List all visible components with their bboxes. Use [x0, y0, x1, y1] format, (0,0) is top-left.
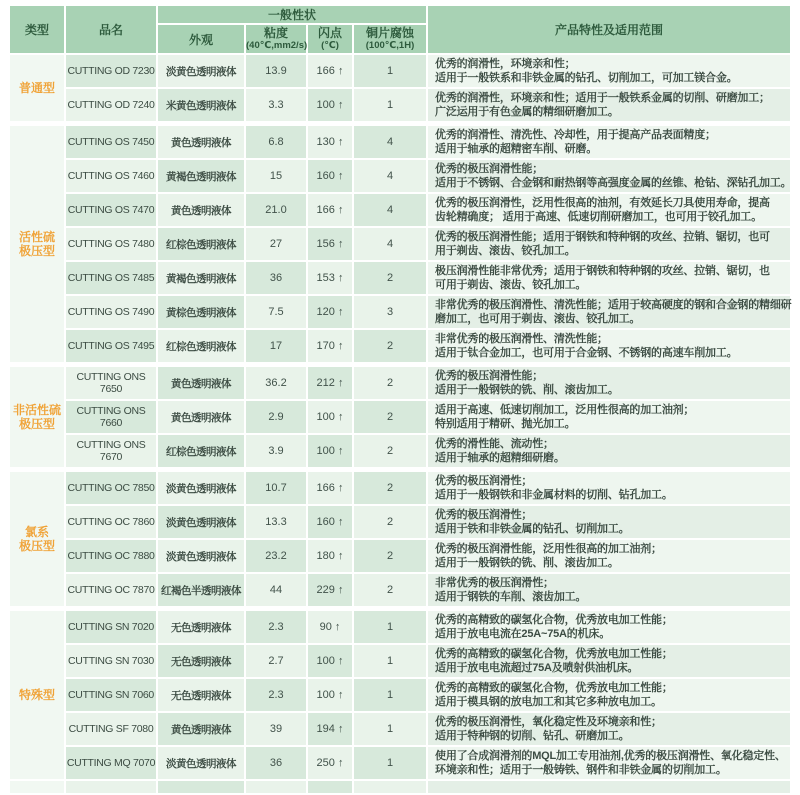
type-group-cell: 活性硫 极压型 — [10, 126, 64, 362]
copper-corrosion-cell: 1 — [354, 89, 426, 121]
flash-point-cell: 90 ↑ — [308, 611, 352, 643]
cropped-bottom-row — [10, 781, 790, 793]
table-row — [10, 506, 790, 538]
copper-corrosion-condition: (100℃,1H) — [365, 40, 415, 51]
viscosity-cell: 36 — [246, 747, 306, 779]
group-spacer — [10, 123, 790, 124]
product-name-cell: CUTTING OD 7240 — [66, 89, 156, 121]
group-spacer — [10, 608, 790, 609]
column-header-viscosity — [246, 25, 306, 53]
description-cell: 优秀的高精致的碳氢化合物，优秀放电加工性能； 适用于放电电流超过75A及喷射供油机床。 — [428, 645, 790, 677]
flash-point-cell: 250 ↑ — [308, 747, 352, 779]
copper-corrosion-cell: 2 — [354, 506, 426, 538]
appearance-cell: 米黄色透明液体 — [158, 89, 244, 121]
description-cell: 优秀的润滑性、清洗性、冷却性，用于提高产品表面精度； 适用于轴承的超精密车削、研磨。 — [428, 126, 790, 158]
copper-corrosion-cell: 1 — [354, 679, 426, 711]
table-row — [10, 89, 790, 121]
description-cell: 优秀的润滑性，环境亲和性； 适用于一般铁系和非铁金属的钻孔、切削加工，可加工镁合金。 — [428, 55, 790, 87]
flash-point-cell: 100 ↑ — [308, 89, 352, 121]
appearance-cell: 黄色透明液体 — [158, 401, 244, 433]
column-header-general: 一般性状 — [158, 6, 426, 23]
appearance-cell: 淡黄色透明液体 — [158, 540, 244, 572]
viscosity-cell: 36.2 — [246, 367, 306, 399]
product-name-cell: CUTTING OS 7490 — [66, 296, 156, 328]
flash-point-cell: 194 ↑ — [308, 713, 352, 745]
copper-corrosion-cell: 1 — [354, 713, 426, 745]
viscosity-cell: 21.0 — [246, 194, 306, 226]
product-name-cell: CUTTING SN 7030 — [66, 645, 156, 677]
description-cell: 优秀的极压润滑性，泛用性很高的油剂，有效延长刀具使用寿命，提高 齿轮精确度； 适用于高速、低速切削研磨加工，也可用于铰孔加工。 — [428, 194, 790, 226]
copper-corrosion-cell: 1 — [354, 747, 426, 779]
copper-corrosion-cell: 4 — [354, 126, 426, 158]
viscosity-cell: 39 — [246, 713, 306, 745]
viscosity-cell: 10.7 — [246, 472, 306, 504]
product-name-cell: CUTTING OC 7880 — [66, 540, 156, 572]
product-name-cell: CUTTING ONS 7660 — [66, 401, 156, 433]
appearance-cell: 黄褐色透明液体 — [158, 262, 244, 294]
viscosity-cell: 13.9 — [246, 55, 306, 87]
description-cell: 优秀的极压润滑性能； 适用于不锈钢、合金钢和耐热钢等高强度金属的丝锥、枪钻、深钻孔加工。 — [428, 160, 790, 192]
cropped-cell — [308, 781, 352, 793]
description-cell: 优秀的润滑性，环境亲和性；适用于一般铁系金属的切削、研磨加工； 广泛运用于有色金属的精细研磨加工。 — [428, 89, 790, 121]
product-name-cell: CUTTING ONS 7670 — [66, 435, 156, 467]
group-spacer — [10, 364, 790, 365]
flash-point-unit: (℃) — [321, 40, 339, 51]
description-cell: 适用于高速、低速切削加工，泛用性很高的加工油剂； 特别适用于精研、抛光加工。 — [428, 401, 790, 433]
copper-corrosion-label: 铜片腐蚀 — [366, 26, 415, 40]
table-row — [10, 367, 790, 399]
viscosity-label: 粘度 — [263, 26, 288, 40]
viscosity-cell: 44 — [246, 574, 306, 606]
copper-corrosion-cell: 1 — [354, 611, 426, 643]
flash-point-cell: 170 ↑ — [308, 330, 352, 362]
description-cell: 优秀的极压润滑性能，泛用性很高的加工油剂； 适用于一般钢铁的铣、削、滚齿加工。 — [428, 540, 790, 572]
product-name-cell: CUTTING OS 7470 — [66, 194, 156, 226]
flash-point-cell: 212 ↑ — [308, 367, 352, 399]
description-cell: 优秀的滑性能、流动性； 适用于轴承的超精细研磨。 — [428, 435, 790, 467]
product-name-cell: CUTTING OD 7230 — [66, 55, 156, 87]
cutting-oil-spec-table — [8, 4, 792, 795]
copper-corrosion-cell: 2 — [354, 540, 426, 572]
table-row — [10, 126, 790, 158]
table-row — [10, 160, 790, 192]
description-cell: 优秀的高精致的碳氢化合物，优秀放电加工性能； 适用于放电电流在25A~75A的机床。 — [428, 611, 790, 643]
appearance-cell: 无色透明液体 — [158, 611, 244, 643]
type-group-cell: 非活性硫 极压型 — [10, 367, 64, 467]
flash-point-cell: 156 ↑ — [308, 228, 352, 260]
copper-corrosion-cell: 2 — [354, 330, 426, 362]
flash-point-cell: 166 ↑ — [308, 194, 352, 226]
appearance-cell: 黄褐色透明液体 — [158, 160, 244, 192]
table-row — [10, 194, 790, 226]
appearance-cell: 红棕色透明液体 — [158, 435, 244, 467]
flash-point-cell: 100 ↑ — [308, 435, 352, 467]
appearance-cell: 黄色透明液体 — [158, 367, 244, 399]
copper-corrosion-cell: 4 — [354, 194, 426, 226]
description-cell: 优秀的极压润滑性，氧化稳定性及环境亲和性； 适用于特种钢的切削、钻孔、研磨加工。 — [428, 713, 790, 745]
copper-corrosion-cell: 2 — [354, 574, 426, 606]
table-row — [10, 645, 790, 677]
table-row — [10, 540, 790, 572]
appearance-cell: 淡黄色透明液体 — [158, 55, 244, 87]
appearance-cell: 黄色透明液体 — [158, 713, 244, 745]
table-row — [10, 228, 790, 260]
copper-corrosion-cell: 2 — [354, 401, 426, 433]
viscosity-cell: 17 — [246, 330, 306, 362]
viscosity-cell: 3.9 — [246, 435, 306, 467]
description-cell: 非常优秀的极压润滑性、清洗性能；适用于较高硬度的钢和合金钢的精细研 磨加工，也可用于剃齿、滚齿、铰孔加工。 — [428, 296, 790, 328]
viscosity-cell: 2.3 — [246, 679, 306, 711]
description-cell: 使用了合成润滑剂的MQL加工专用油剂,优秀的极压润滑性、氧化稳定性、 环境亲和性；适用于一般铸铁、钢件和非铁金属的切削加工。 — [428, 747, 790, 779]
flash-point-cell: 160 ↑ — [308, 160, 352, 192]
flash-point-cell: 100 ↑ — [308, 401, 352, 433]
type-group-cell: 氯系 极压型 — [10, 472, 64, 606]
copper-corrosion-cell: 3 — [354, 296, 426, 328]
viscosity-cell: 15 — [246, 160, 306, 192]
product-name-cell: CUTTING OS 7480 — [66, 228, 156, 260]
description-cell: 极压润滑性能非常优秀；适用于钢铁和特种钢的攻丝、拉销、锯切，也 可用于剃齿、滚齿、铰孔加工。 — [428, 262, 790, 294]
flash-point-cell: 180 ↑ — [308, 540, 352, 572]
appearance-cell: 黄色透明液体 — [158, 194, 244, 226]
viscosity-cell: 23.2 — [246, 540, 306, 572]
copper-corrosion-cell: 1 — [354, 645, 426, 677]
viscosity-cell: 2.7 — [246, 645, 306, 677]
table-row — [10, 713, 790, 745]
product-name-cell: CUTTING OC 7850 — [66, 472, 156, 504]
description-cell: 非常优秀的极压润滑性； 适用于钢铁的车削、滚齿加工。 — [428, 574, 790, 606]
appearance-cell: 淡黄色透明液体 — [158, 506, 244, 538]
table-row — [10, 330, 790, 362]
product-name-cell: CUTTING OS 7485 — [66, 262, 156, 294]
flash-point-cell: 160 ↑ — [308, 506, 352, 538]
column-header-flash-point — [308, 25, 352, 53]
viscosity-cell: 36 — [246, 262, 306, 294]
product-name-cell: CUTTING SF 7080 — [66, 713, 156, 745]
product-name-cell: CUTTING OS 7495 — [66, 330, 156, 362]
appearance-cell: 红棕色透明液体 — [158, 330, 244, 362]
copper-corrosion-cell: 1 — [354, 55, 426, 87]
column-header-name: 品名 — [66, 6, 156, 53]
product-name-cell: CUTTING SN 7020 — [66, 611, 156, 643]
appearance-cell: 淡黄色透明液体 — [158, 747, 244, 779]
table-row — [10, 55, 790, 87]
flash-point-cell: 166 ↑ — [308, 472, 352, 504]
viscosity-cell: 2.3 — [246, 611, 306, 643]
description-cell: 优秀的极压润滑性； 适用于铁和非铁金属的钻孔、切削加工。 — [428, 506, 790, 538]
cropped-cell — [10, 781, 64, 793]
column-header-copper-corrosion — [354, 25, 426, 53]
table-row — [10, 472, 790, 504]
cropped-cell — [66, 781, 156, 793]
flash-point-cell: 130 ↑ — [308, 126, 352, 158]
column-header-type: 类型 — [10, 6, 64, 53]
table-row — [10, 262, 790, 294]
table-row — [10, 679, 790, 711]
table-row — [10, 435, 790, 467]
description-cell: 优秀的高精致的碳氢化合物，优秀放电加工性能； 适用于模具钢的放电加工和其它多种放电加工。 — [428, 679, 790, 711]
copper-corrosion-cell: 4 — [354, 228, 426, 260]
product-name-cell: CUTTING OC 7860 — [66, 506, 156, 538]
viscosity-cell: 6.8 — [246, 126, 306, 158]
flash-point-label: 闪点 — [317, 26, 342, 40]
cropped-cell — [428, 781, 790, 793]
product-name-cell: CUTTING OC 7870 — [66, 574, 156, 606]
viscosity-unit: (40℃,mm2/s) — [246, 40, 308, 51]
description-cell: 优秀的极压润滑性能；适用于钢铁和特种钢的攻丝、拉销、锯切，也可 用于剃齿、滚齿、铰孔加工。 — [428, 228, 790, 260]
type-group-cell: 普通型 — [10, 55, 64, 121]
viscosity-cell: 3.3 — [246, 89, 306, 121]
product-name-cell: CUTTING ONS 7650 — [66, 367, 156, 399]
copper-corrosion-cell: 2 — [354, 367, 426, 399]
table-row — [10, 747, 790, 779]
flash-point-cell: 153 ↑ — [308, 262, 352, 294]
column-header-appearance: 外观 — [158, 25, 244, 53]
cropped-cell — [158, 781, 244, 793]
description-cell: 优秀的极压润滑性能； 适用于一般钢铁的铣、削、滚齿加工。 — [428, 367, 790, 399]
appearance-cell: 红棕色透明液体 — [158, 228, 244, 260]
header-row-top — [10, 6, 790, 23]
viscosity-cell: 27 — [246, 228, 306, 260]
flash-point-cell: 229 ↑ — [308, 574, 352, 606]
type-group-cell: 特殊型 — [10, 611, 64, 779]
appearance-cell: 淡黄色透明液体 — [158, 472, 244, 504]
column-header-features: 产品特性及适用范围 — [428, 6, 790, 53]
table-row — [10, 296, 790, 328]
flash-point-cell: 120 ↑ — [308, 296, 352, 328]
appearance-cell: 无色透明液体 — [158, 679, 244, 711]
table-row — [10, 574, 790, 606]
flash-point-cell: 100 ↑ — [308, 679, 352, 711]
cropped-cell — [246, 781, 306, 793]
viscosity-cell: 7.5 — [246, 296, 306, 328]
appearance-cell: 黄棕色透明液体 — [158, 296, 244, 328]
copper-corrosion-cell: 2 — [354, 262, 426, 294]
table-row — [10, 401, 790, 433]
flash-point-cell: 100 ↑ — [308, 645, 352, 677]
table-row — [10, 611, 790, 643]
copper-corrosion-cell: 2 — [354, 472, 426, 504]
description-cell: 非常优秀的极压润滑性、清洗性能； 适用于钛合金加工，也可用于合金钢、不锈钢的高速车削加工。 — [428, 330, 790, 362]
flash-point-cell: 166 ↑ — [308, 55, 352, 87]
product-name-cell: CUTTING MQ 7070 — [66, 747, 156, 779]
cropped-cell — [354, 781, 426, 793]
viscosity-cell: 2.9 — [246, 401, 306, 433]
appearance-cell: 黄色透明液体 — [158, 126, 244, 158]
table-body — [10, 55, 790, 793]
product-name-cell: CUTTING OS 7460 — [66, 160, 156, 192]
table-header — [10, 6, 790, 53]
description-cell: 优秀的极压润滑性； 适用于一般钢铁和非金属材料的切削、钻孔加工。 — [428, 472, 790, 504]
viscosity-cell: 13.3 — [246, 506, 306, 538]
product-name-cell: CUTTING OS 7450 — [66, 126, 156, 158]
copper-corrosion-cell: 4 — [354, 160, 426, 192]
group-spacer — [10, 469, 790, 470]
appearance-cell: 无色透明液体 — [158, 645, 244, 677]
product-name-cell: CUTTING SN 7060 — [66, 679, 156, 711]
appearance-cell: 红褐色半透明液体 — [158, 574, 244, 606]
copper-corrosion-cell: 2 — [354, 435, 426, 467]
